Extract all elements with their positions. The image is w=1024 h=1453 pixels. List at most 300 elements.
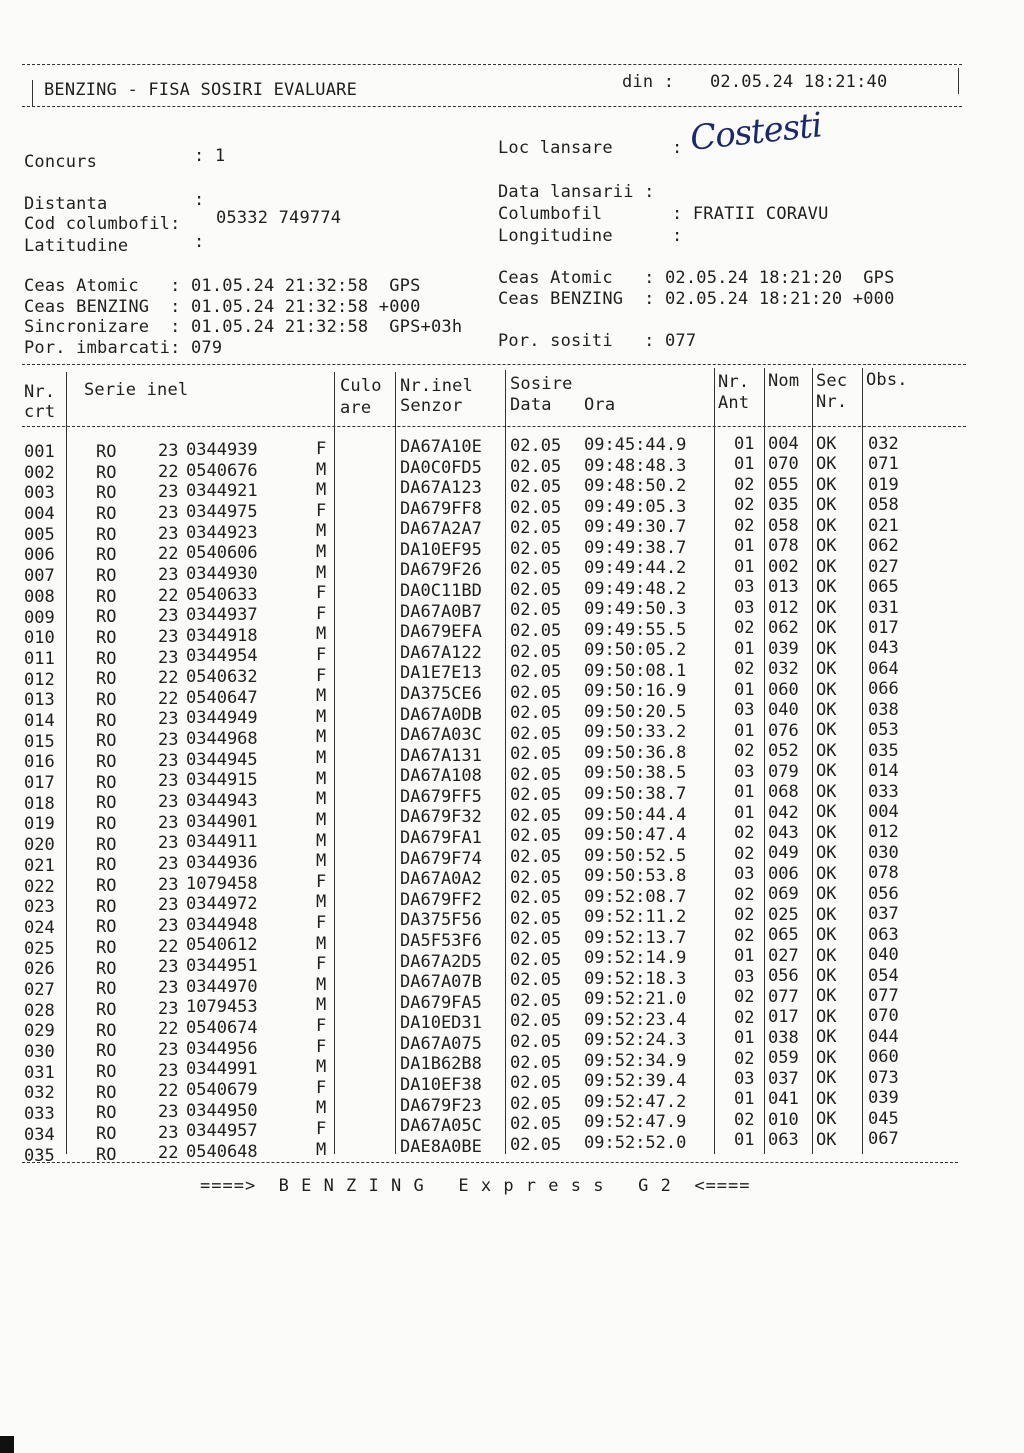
cell-sec: OK <box>816 659 837 680</box>
cell-tara: RO <box>96 628 117 649</box>
cell-inel: 0540633 <box>186 584 258 605</box>
cell-an: 23 <box>158 564 179 585</box>
concurs-value: : 1 <box>194 146 226 166</box>
cell-an: 23 <box>158 1122 179 1143</box>
cell-nr: 013 <box>24 690 55 711</box>
cell-nr: 024 <box>24 917 55 938</box>
cell-ant: 02 <box>734 905 755 926</box>
cell-sex: F <box>316 583 327 604</box>
cell-nr: 005 <box>24 524 55 545</box>
cell-data: 02.05 <box>510 1073 562 1094</box>
cell-nr: 006 <box>24 545 55 566</box>
cell-data: 02.05 <box>510 497 562 518</box>
cell-senzor: DA10EF38 <box>400 1075 482 1096</box>
cell-sec: OK <box>816 699 837 720</box>
longitudine-value: : <box>672 226 683 246</box>
cell-data: 02.05 <box>510 723 562 744</box>
cell-tara: RO <box>96 814 117 835</box>
cell-obs: 033 <box>868 781 899 802</box>
cell-obs: 064 <box>868 658 899 679</box>
cell-sec: OK <box>816 454 837 475</box>
cell-obs: 078 <box>868 863 899 884</box>
concurs-label: Concurs <box>24 152 98 172</box>
cell-sec: OK <box>816 495 837 516</box>
cell-nr: 004 <box>24 504 55 525</box>
cell-nom: 056 <box>768 966 799 987</box>
cell-tara: RO <box>96 545 117 566</box>
cell-nr: 025 <box>24 938 55 959</box>
header-bottom-rule <box>22 106 962 107</box>
cell-an: 23 <box>158 647 179 668</box>
cell-ora: 09:52:18.3 <box>584 968 687 989</box>
cell-nom: 035 <box>768 495 799 516</box>
footer-brand: ====> B E N Z I N G E x p r e s s G 2 <==== <box>200 1176 751 1196</box>
cell-sec: OK <box>816 474 837 495</box>
cell-an: 22 <box>158 1081 179 1102</box>
cell-inel: 0344918 <box>186 625 258 646</box>
cell-nom: 017 <box>768 1007 799 1028</box>
cell-tara: RO <box>96 483 117 504</box>
cell-obs: 017 <box>868 618 899 638</box>
cell-ant: 01 <box>734 638 755 659</box>
cell-ant: 02 <box>734 843 755 864</box>
cell-inel: 0344956 <box>186 1038 258 1059</box>
cell-sex: M <box>316 480 327 501</box>
cell-sex: F <box>316 439 327 459</box>
cell-data: 02.05 <box>510 703 562 724</box>
cell-data: 02.05 <box>510 888 562 909</box>
cell-sec: OK <box>816 945 837 966</box>
cell-data: 02.05 <box>510 559 562 580</box>
cell-inel: 0344950 <box>186 1100 258 1121</box>
cell-ora: 09:52:23.4 <box>584 1009 687 1030</box>
cell-ant: 02 <box>734 741 755 762</box>
cod-columbofil-label: Cod columbofil: <box>24 214 181 234</box>
cell-sec: OK <box>816 740 837 761</box>
cell-inel: 0344911 <box>186 832 258 853</box>
cell-tara: RO <box>96 1082 117 1103</box>
ceas-benzing-end: Ceas BENZING : 02.05.24 18:21:20 +000 <box>498 289 895 309</box>
cell-ora: 09:50:20.5 <box>584 701 687 722</box>
cell-nr: 022 <box>24 876 55 897</box>
cell-data: 02.05 <box>510 764 562 785</box>
cell-sec: OK <box>816 822 837 843</box>
cell-an: 23 <box>158 812 179 833</box>
cell-ora: 09:52:13.7 <box>584 927 687 948</box>
cell-obs: 071 <box>868 454 899 475</box>
cell-senzor: DA67A075 <box>400 1033 482 1054</box>
cell-senzor: DA67A07B <box>400 972 482 993</box>
cell-tara: RO <box>96 1020 117 1041</box>
cell-inel: 0344991 <box>186 1059 258 1080</box>
cell-inel: 0344939 <box>186 440 258 460</box>
cell-nom: 027 <box>768 945 799 966</box>
cell-sex: M <box>316 542 327 563</box>
cell-inel: 0344921 <box>186 481 258 502</box>
porumbei-imbarcati: Por. imbarcati: 079 <box>24 338 223 358</box>
cell-obs: 040 <box>868 945 899 966</box>
cell-ora: 09:49:38.7 <box>584 537 687 558</box>
cell-inel: 0344936 <box>186 852 258 873</box>
cell-senzor: DA67A2A7 <box>400 519 482 540</box>
cell-data: 02.05 <box>510 477 562 498</box>
cell-obs: 038 <box>868 699 899 720</box>
cell-ora: 09:49:44.2 <box>584 558 687 579</box>
cell-sec: OK <box>816 1047 837 1068</box>
cell-sec: OK <box>816 802 837 823</box>
cell-obs: 066 <box>868 679 899 700</box>
cell-data: 02.05 <box>510 579 562 600</box>
cell-ant: 01 <box>734 1028 755 1049</box>
cell-tara: RO <box>96 710 117 731</box>
cell-obs: 035 <box>868 740 899 761</box>
cell-ora: 09:52:34.9 <box>584 1050 687 1071</box>
cell-ora: 09:50:16.9 <box>584 681 687 702</box>
cell-nr: 007 <box>24 566 55 587</box>
cell-data: 02.05 <box>510 620 562 641</box>
cell-obs: 062 <box>868 536 899 557</box>
cell-sec: OK <box>816 556 837 577</box>
cell-sec: OK <box>816 843 837 864</box>
cell-inel: 0344970 <box>186 976 258 997</box>
latitudine-value: : <box>194 232 205 252</box>
cell-data: 02.05 <box>510 1052 562 1073</box>
cell-an: 23 <box>158 750 179 771</box>
latitudine-label: Latitudine <box>24 236 129 256</box>
table-header-rule <box>22 426 966 427</box>
cell-nom: 068 <box>768 782 799 803</box>
cell-obs: 045 <box>868 1108 899 1129</box>
cell-nr: 002 <box>24 462 55 483</box>
cell-an: 23 <box>158 502 179 523</box>
cell-sex: M <box>316 624 327 645</box>
cell-nr: 031 <box>24 1062 55 1083</box>
cell-nr: 012 <box>24 669 55 690</box>
cell-an: 22 <box>158 688 179 709</box>
cell-senzor: DA10ED31 <box>400 1013 482 1034</box>
cell-ant: 01 <box>734 720 755 741</box>
cell-data: 02.05 <box>510 1093 562 1114</box>
date-label: din : <box>622 72 675 92</box>
cell-nr: 028 <box>24 1000 55 1021</box>
cell-tara: RO <box>96 772 117 793</box>
cell-sec: OK <box>816 618 837 639</box>
sincronizare: Sincronizare : 01.05.24 21:32:58 GPS+03h <box>24 317 463 337</box>
cell-sec: OK <box>816 1027 837 1048</box>
cell-tara: RO <box>96 669 117 690</box>
cell-senzor: DA10EF95 <box>400 539 482 560</box>
cell-obs: 058 <box>868 495 899 516</box>
cell-inel: 0344957 <box>186 1121 258 1142</box>
cell-nom: 049 <box>768 843 799 864</box>
cell-sex: M <box>316 892 327 913</box>
cell-ant: 02 <box>734 659 755 680</box>
report-datetime: 02.05.24 18:21:40 <box>710 72 888 92</box>
cell-sex: M <box>316 706 327 727</box>
cell-obs: 014 <box>868 761 899 782</box>
cod-columbofil-value: 05332 749774 <box>216 208 342 228</box>
cell-tara: RO <box>96 566 117 587</box>
cell-sec: OK <box>816 515 837 536</box>
cell-an: 23 <box>158 957 179 978</box>
cell-data: 02.05 <box>510 744 562 765</box>
cell-sec: OK <box>816 638 837 659</box>
cell-sex: M <box>316 1098 327 1119</box>
cell-obs: 039 <box>868 1088 899 1109</box>
cell-tara: RO <box>96 524 117 545</box>
cell-sex: M <box>316 727 327 748</box>
ceas-atomic-end: Ceas Atomic : 02.05.24 18:21:20 GPS <box>498 268 895 288</box>
cell-ant: 01 <box>734 556 755 577</box>
col-sep-nom <box>812 368 813 1154</box>
cell-an: 23 <box>158 1039 179 1060</box>
cell-ora: 09:49:50.3 <box>584 599 687 620</box>
cell-data: 02.05 <box>510 436 562 456</box>
cell-sex: F <box>316 871 327 892</box>
cell-data: 02.05 <box>510 970 562 991</box>
cell-data: 02.05 <box>510 949 562 970</box>
cell-obs: 021 <box>868 515 899 536</box>
header-right-border <box>958 68 959 94</box>
cell-inel: 0540674 <box>186 1018 258 1039</box>
cell-an: 23 <box>158 916 179 937</box>
cell-inel: 0344968 <box>186 729 258 750</box>
columbofil-label: Columbofil <box>498 204 603 224</box>
cell-data: 02.05 <box>510 641 562 662</box>
cell-ant: 02 <box>734 925 755 946</box>
cell-sec: OK <box>816 1109 837 1130</box>
cell-nom: 010 <box>768 1109 799 1130</box>
cell-ora: 09:52:21.0 <box>584 989 687 1010</box>
cell-senzor: DA67A0A2 <box>400 869 482 890</box>
cell-an: 23 <box>158 523 179 544</box>
cell-tara: RO <box>96 1144 117 1165</box>
cell-nr: 018 <box>24 793 55 814</box>
cell-ant: 03 <box>734 700 755 721</box>
cell-an: 22 <box>158 544 179 565</box>
cell-ant: 02 <box>734 884 755 905</box>
cell-ant: 01 <box>734 802 755 823</box>
cell-data: 02.05 <box>510 1114 562 1135</box>
cell-ant: 01 <box>734 454 755 475</box>
cell-tara: RO <box>96 586 117 607</box>
porumbei-sositi: Por. sositi : 077 <box>498 331 697 351</box>
cell-ora: 09:45:44.9 <box>584 435 687 455</box>
cell-obs: 037 <box>868 904 899 925</box>
cell-obs: 060 <box>868 1047 899 1068</box>
cell-nom: 002 <box>768 556 799 577</box>
cell-inel: 1079453 <box>186 997 258 1018</box>
cell-nr: 010 <box>24 628 55 649</box>
cell-nom: 004 <box>768 434 799 454</box>
cell-ora: 09:50:53.8 <box>584 866 687 887</box>
cell-senzor: DA679F74 <box>400 848 482 869</box>
cell-tara: RO <box>96 1000 117 1021</box>
cell-ora: 09:52:08.7 <box>584 886 687 907</box>
cell-nom: 076 <box>768 720 799 741</box>
cell-nr: 029 <box>24 1021 55 1042</box>
cell-sex: M <box>316 686 327 707</box>
cell-ora: 09:52:24.3 <box>584 1030 687 1051</box>
cell-an: 23 <box>158 874 179 895</box>
cell-sec: OK <box>816 1006 837 1027</box>
cell-senzor: DA679FA5 <box>400 992 482 1013</box>
cell-nom: 006 <box>768 863 799 884</box>
cell-sex: F <box>316 1015 327 1036</box>
cell-nom: 060 <box>768 679 799 700</box>
col-nr-header: Nr. <box>24 382 56 402</box>
cell-an: 23 <box>158 792 179 813</box>
cell-nom: 042 <box>768 802 799 823</box>
cell-ora: 09:52:11.2 <box>584 907 687 928</box>
cell-sex: M <box>316 995 327 1016</box>
cell-obs: 077 <box>868 986 899 1006</box>
cell-senzor: DA67A122 <box>400 642 482 663</box>
col-sep-sosire <box>714 368 715 1154</box>
cell-nr: 032 <box>24 1083 55 1104</box>
cell-data: 02.05 <box>510 805 562 826</box>
cell-senzor: DA67A2D5 <box>400 951 482 972</box>
cell-ora: 09:49:30.7 <box>584 517 687 538</box>
cell-inel: 0344930 <box>186 563 258 584</box>
cell-senzor: DA67A0B7 <box>400 601 482 622</box>
cell-an: 22 <box>158 936 179 957</box>
cell-nom: 077 <box>768 986 799 1007</box>
col-sosire-header: Sosire <box>510 374 573 394</box>
cell-obs: 053 <box>868 720 899 741</box>
cell-sex: M <box>316 851 327 872</box>
cell-inel: 1079458 <box>186 873 258 894</box>
ceas-benzing-start: Ceas BENZING : 01.05.24 21:32:58 +000 <box>24 297 421 317</box>
cell-ora: 09:48:50.2 <box>584 476 687 497</box>
cell-tara: RO <box>96 834 117 855</box>
col-ant-header-2: Ant <box>718 393 750 413</box>
cell-sec: OK <box>816 986 837 1007</box>
report-title: BENZING - FISA SOSIRI EVALUARE <box>44 80 358 100</box>
cell-sec: OK <box>816 536 837 557</box>
cell-nr: 035 <box>24 1145 55 1166</box>
cell-tara: RO <box>96 607 117 628</box>
distanta-value: : <box>194 190 205 210</box>
cell-tara: RO <box>96 896 117 917</box>
cell-an: 22 <box>158 585 179 606</box>
cell-inel: 0540648 <box>186 1141 258 1162</box>
cell-senzor: DA679FF8 <box>400 498 482 519</box>
cell-data: 02.05 <box>510 518 562 539</box>
cell-nom: 063 <box>768 1130 799 1151</box>
cell-inel: 0344923 <box>186 522 258 543</box>
cell-nom: 039 <box>768 638 799 659</box>
cell-sex: M <box>316 789 327 810</box>
cell-obs: 012 <box>868 822 899 843</box>
cell-an: 23 <box>158 709 179 730</box>
cell-ant: 02 <box>734 495 755 516</box>
cell-nom: 065 <box>768 925 799 946</box>
cell-nom: 078 <box>768 536 799 557</box>
cell-tara: RO <box>96 958 117 979</box>
cell-nom: 025 <box>768 904 799 925</box>
cell-inel: 0344945 <box>186 749 258 770</box>
header-left-border <box>32 80 33 106</box>
cell-nr: 033 <box>24 1104 55 1125</box>
cell-inel: 0344975 <box>186 501 258 522</box>
cell-nom: 043 <box>768 823 799 843</box>
cell-obs: 030 <box>868 842 899 863</box>
cell-inel: 0344949 <box>186 708 258 729</box>
cell-an: 23 <box>158 606 179 627</box>
cell-sec: OK <box>816 1088 837 1109</box>
cell-ora: 09:48:48.3 <box>584 455 687 476</box>
cell-data: 02.05 <box>510 867 562 888</box>
col-senzor-header-2: Senzor <box>400 396 463 416</box>
cell-obs: 056 <box>868 883 899 904</box>
cell-tara: RO <box>96 876 117 897</box>
cell-ora: 09:52:14.9 <box>584 948 687 969</box>
cell-sex: F <box>316 603 327 624</box>
cell-nom: 062 <box>768 618 799 639</box>
cell-sex: M <box>316 521 327 542</box>
col-ant-header: Nr. <box>718 372 750 392</box>
cell-ant: 01 <box>734 782 755 803</box>
cell-tara: RO <box>96 752 117 773</box>
col-serie-header: Serie inel <box>84 380 189 400</box>
cell-ora: 09:50:52.5 <box>584 845 687 866</box>
cell-tara: RO <box>96 1124 117 1145</box>
cell-nom: 037 <box>768 1068 799 1089</box>
cell-inel: 0344948 <box>186 914 258 935</box>
col-senzor-header: Nr.inel <box>400 376 474 396</box>
cell-sec: OK <box>816 597 837 618</box>
cell-tara: RO <box>96 917 117 938</box>
cell-an: 23 <box>158 626 179 647</box>
cell-senzor: DA1B62B8 <box>400 1054 482 1075</box>
cell-ora: 09:50:36.8 <box>584 742 687 763</box>
cell-senzor: DA5F53F6 <box>400 930 482 951</box>
cell-ora: 09:50:38.5 <box>584 763 687 784</box>
cell-an: 22 <box>158 461 179 482</box>
cell-ant: 02 <box>734 618 755 639</box>
cell-an: 22 <box>158 1019 179 1040</box>
ceas-atomic-start: Ceas Atomic : 01.05.24 21:32:58 GPS <box>24 276 421 296</box>
cell-sec: OK <box>816 1068 837 1089</box>
col-sec-header-2: Nr. <box>816 392 848 412</box>
cell-inel: 0344937 <box>186 605 258 626</box>
cell-inel: 0344943 <box>186 790 258 811</box>
cell-senzor: DA679FF2 <box>400 889 482 910</box>
cell-nr: 030 <box>24 1042 55 1063</box>
cell-senzor: DAE8A0BE <box>400 1136 482 1157</box>
cell-an: 22 <box>158 668 179 689</box>
cell-nr: 017 <box>24 773 55 794</box>
cell-data: 02.05 <box>510 929 562 950</box>
cell-sec: OK <box>816 434 837 454</box>
cell-nr: 016 <box>24 752 55 773</box>
cell-an: 23 <box>158 482 179 503</box>
cell-obs: 063 <box>868 924 899 945</box>
cell-senzor: DA679F32 <box>400 807 482 828</box>
cell-ora: 09:50:44.4 <box>584 804 687 825</box>
cell-sex: F <box>316 1119 327 1140</box>
loc-lansare-handwritten: Costesti <box>688 105 824 159</box>
cell-sec: OK <box>816 1129 837 1150</box>
cell-sec: OK <box>816 884 837 905</box>
cell-nr: 027 <box>24 980 55 1001</box>
cell-senzor: DA67A0DB <box>400 704 482 725</box>
cell-ora: 09:52:47.2 <box>584 1091 687 1112</box>
cell-ant: 02 <box>734 823 755 844</box>
cell-nr: 009 <box>24 607 55 628</box>
cell-sex: F <box>316 1077 327 1098</box>
